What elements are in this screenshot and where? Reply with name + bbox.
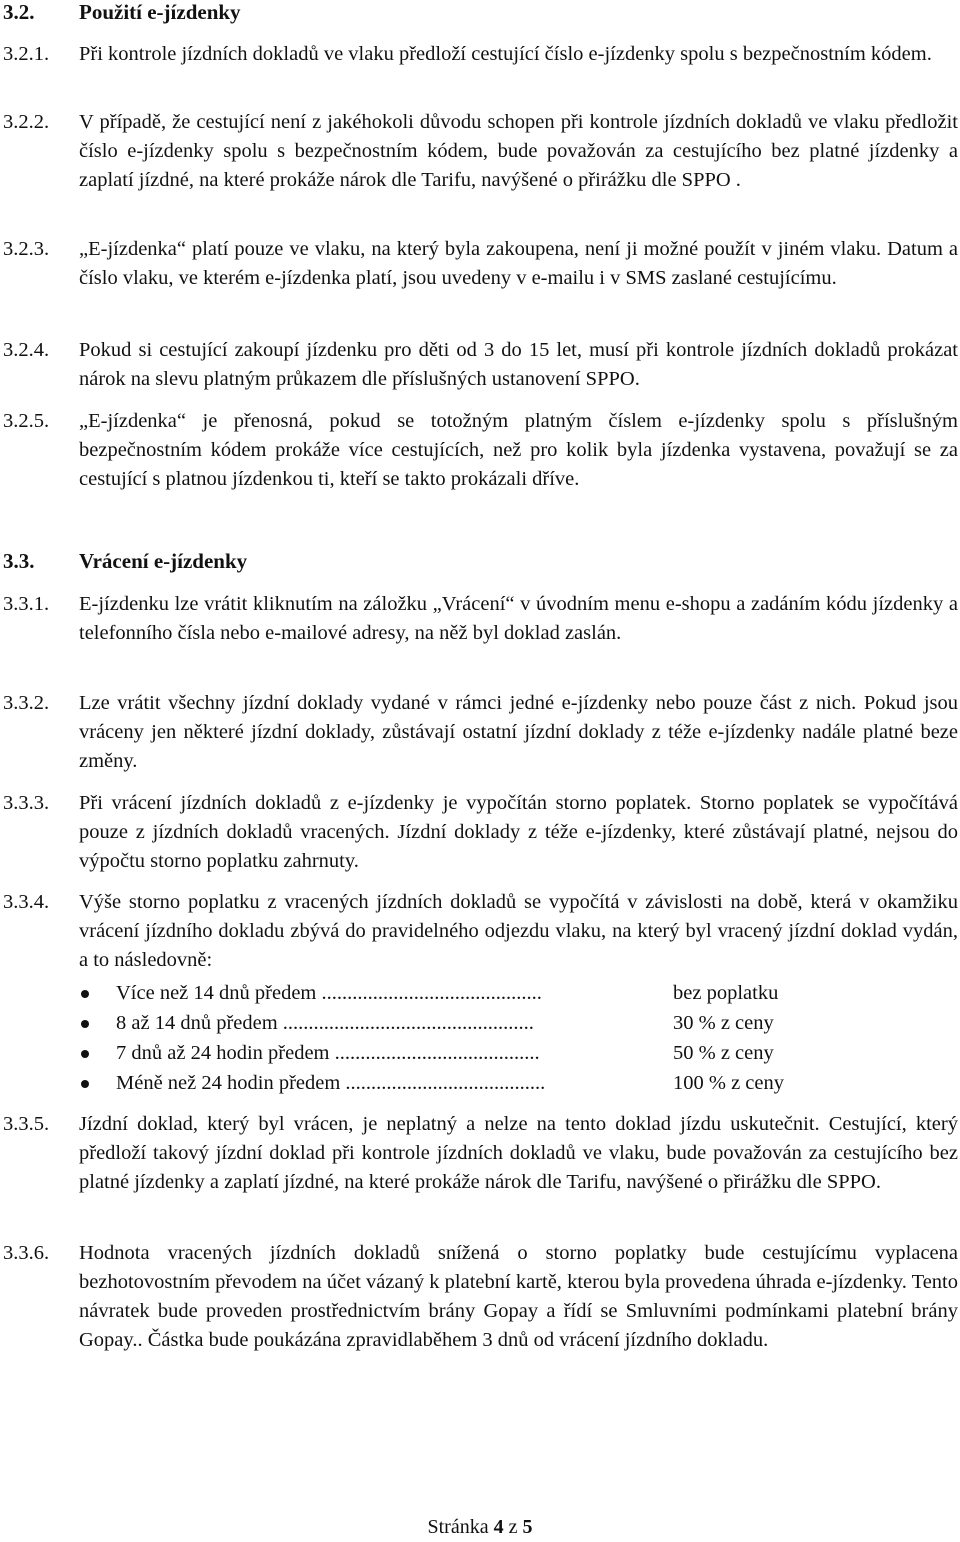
paragraph-number: 3.2.1. bbox=[3, 43, 50, 65]
paragraph-text: V případě, že cestující není z jakéhokoli důvodu schopen při kontrole jízdních dokladů ve vlaku předložit číslo e-jízdenky spolu s bezpečnostním kódem, bude považován za cestujícího bez platné jízdenky a zaplatí jízdné, na které prokáže nárok dle Tarifu, navýšené o přirážku dle SPPO . bbox=[79, 111, 958, 191]
paragraph-text: Jízdní doklad, který byl vrácen, je neplatný a nelze na tento doklad jízdu uskutečnit. Cestující, který předloží takový jízdní doklad při kontrole jízdních dokladů ve vlaku, bude považován za cestujícího bez platné jízdenky a zaplatí jízdné, na které prokáže nárok dle Tarifu, navýšené o přirážku dle SPPO. bbox=[79, 1113, 958, 1193]
paragraph-number: 3.3.6. bbox=[3, 1242, 50, 1264]
paragraph-3-3-1 bbox=[3, 590, 958, 648]
paragraph-3-3-6 bbox=[3, 1239, 958, 1355]
fee-value: 30 % z ceny bbox=[673, 1012, 774, 1034]
paragraph-text: Výše storno poplatku z vracených jízdních dokladů se vypočítá v závislosti na době, která v okamžiku vrácení jízdního dokladu zbývá do pravidelného odjezdu vlaku, na který byl vracený jízdní doklad vydán, a to následovně: bbox=[79, 891, 958, 971]
paragraph-3-2-1 bbox=[3, 40, 958, 69]
footer-total-pages: 5 bbox=[522, 1516, 533, 1538]
footer-middle: z bbox=[508, 1516, 518, 1538]
section-number: 3.3. bbox=[3, 549, 35, 573]
paragraph-number: 3.2.4. bbox=[3, 339, 50, 361]
fee-period: 7 dnů až 24 hodin předem ........................................ bbox=[116, 1042, 540, 1064]
list-item bbox=[79, 1039, 839, 1068]
paragraph-number: 3.3.3. bbox=[3, 792, 50, 814]
paragraph-3-2-4 bbox=[3, 336, 958, 394]
section-heading-3-2 bbox=[3, 0, 241, 27]
paragraph-number: 3.3.2. bbox=[3, 692, 50, 714]
paragraph-3-3-2 bbox=[3, 689, 958, 776]
fee-period: Více než 14 dnů předem ........................................... bbox=[116, 982, 542, 1004]
paragraph-3-2-2 bbox=[3, 108, 958, 195]
page-footer bbox=[0, 1513, 960, 1542]
list-item bbox=[79, 979, 839, 1008]
bullet-icon bbox=[81, 1050, 89, 1058]
paragraph-number: 3.3.4. bbox=[3, 891, 50, 913]
fee-value: bez poplatku bbox=[673, 982, 779, 1004]
paragraph-number: 3.2.3. bbox=[3, 238, 50, 260]
paragraph-text: „E-jízdenka“ platí pouze ve vlaku, na který byla zakoupena, není ji možné použít v jiném vlaku. Datum a číslo vlaku, ve kterém e-jízdenka platí, jsou uvedeny v e-mailu i v SMS zaslané cestujícímu. bbox=[79, 238, 958, 289]
paragraph-3-2-5 bbox=[3, 407, 958, 494]
fee-value: 100 % z ceny bbox=[673, 1072, 784, 1094]
section-title: Vrácení e-jízdenky bbox=[79, 549, 248, 573]
fee-period: 8 až 14 dnů předem ................................................. bbox=[116, 1012, 534, 1034]
storno-fee-list bbox=[79, 979, 839, 1098]
paragraph-number: 3.2.5. bbox=[3, 410, 50, 432]
paragraph-number: 3.2.2. bbox=[3, 111, 50, 133]
paragraph-text: „E-jízdenka“ je přenosná, pokud se totožným platným číslem e-jízdenky spolu s příslušným bezpečnostním kódem prokáže více cestujících, než pro kolik byla jízdenka vystavena, považují se za cestující s platnou jízdenkou ti, kteří se takto prokázali dříve. bbox=[79, 410, 958, 490]
paragraph-text: E-jízdenku lze vrátit kliknutím na záložku „Vrácení“ v úvodním menu e-shopu a zadáním kódu jízdenky a telefonního čísla nebo e-mailové adresy, na něž byl doklad zaslán. bbox=[79, 593, 958, 644]
bullet-icon bbox=[81, 1080, 89, 1088]
paragraph-text: Pokud si cestující zakoupí jízdenku pro děti od 3 do 15 let, musí při kontrole jízdních dokladů prokázat nárok na slevu platným průkazem dle příslušných ustanovení SPPO. bbox=[79, 339, 958, 390]
footer-current-page: 4 bbox=[493, 1516, 504, 1538]
list-item bbox=[79, 1069, 839, 1098]
paragraph-text: Při kontrole jízdních dokladů ve vlaku předloží cestující číslo e-jízdenky spolu s bezpečnostním kódem. bbox=[79, 43, 932, 65]
fee-value: 50 % z ceny bbox=[673, 1042, 774, 1064]
paragraph-text: Lze vrátit všechny jízdní doklady vydané v rámci jedné e-jízdenky nebo pouze část z nich. Pokud jsou vráceny jen některé jízdní doklady, zůstávají ostatní jízdní doklady z téže e-jízdenky nadále platné beze změny. bbox=[79, 692, 958, 772]
paragraph-3-3-5 bbox=[3, 1110, 958, 1197]
paragraph-number: 3.3.5. bbox=[3, 1113, 50, 1135]
section-number: 3.2. bbox=[3, 0, 35, 24]
section-title: Použití e-jízdenky bbox=[79, 0, 241, 24]
paragraph-3-2-3 bbox=[3, 235, 958, 293]
section-heading-3-3 bbox=[3, 547, 247, 576]
list-item bbox=[79, 1009, 839, 1038]
fee-period: Méně než 24 hodin předem ....................................... bbox=[116, 1072, 546, 1094]
bullet-icon bbox=[81, 1020, 89, 1028]
paragraph-text: Hodnota vracených jízdních dokladů snížená o storno poplatky bude cestujícímu vyplacena bezhotovostním převodem na účet vázaný k platební kartě, kterou byla provedena úhrada e-jízdenky. Tento návratek bude proveden prostřednictvím brány Gopay a řídí se Smluvními podmínkami platební brány Gopay.. Částka bude poukázána zpravidlaběhem 3 dnů od vrácení jízdního dokladu. bbox=[79, 1242, 958, 1351]
bullet-icon bbox=[81, 990, 89, 998]
paragraph-text: Při vrácení jízdních dokladů z e-jízdenky je vypočítán storno poplatek. Storno poplatek se vypočítává pouze z jízdních dokladů vracených. Jízdní doklady z téže e-jízdenky, které zůstávají platné, nejsou do výpočtu storno poplatku zahrnuty. bbox=[79, 792, 958, 872]
paragraph-3-3-3 bbox=[3, 789, 958, 876]
paragraph-number: 3.3.1. bbox=[3, 593, 50, 615]
paragraph-3-3-4 bbox=[3, 888, 958, 975]
footer-prefix: Stránka bbox=[427, 1516, 489, 1538]
